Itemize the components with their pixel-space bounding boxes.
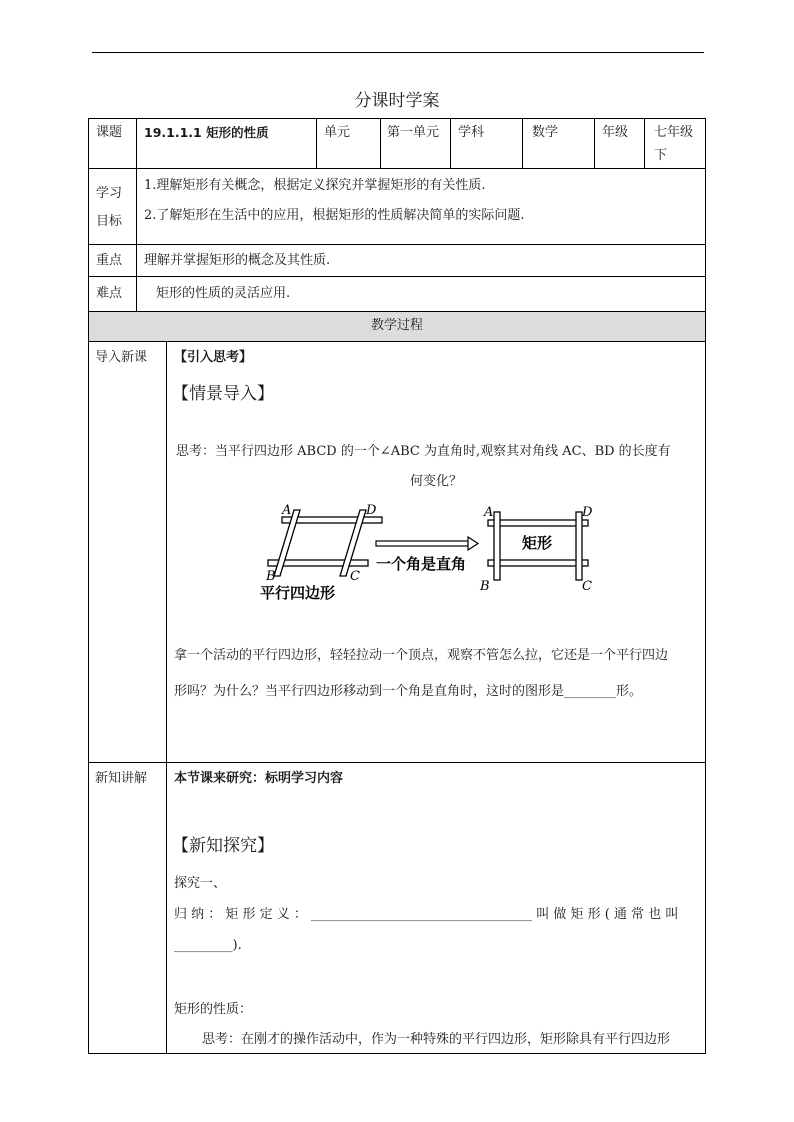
grade-value-line2: 下 [654,148,668,163]
vertex-b-right: B [480,579,490,594]
arrow-caption: 一个角是直角 [376,555,467,573]
lesson-table [88,118,706,1054]
label-subject: 学科 [458,125,485,140]
difficulty-label: 难点 [96,286,123,301]
goal-item-2: 2.了解矩形在生活中的应用，根据矩形的性质解决简单的实际问题. [144,208,525,223]
label-unit: 单元 [324,125,351,140]
left-caption: 平行四边形 [260,584,336,602]
grade-value-line1: 七年级 [654,125,694,140]
new-subheading: 【新知探究】 [172,836,274,856]
process-header: 教学过程 [370,318,423,333]
right-caption: 矩形 [522,534,553,552]
vertex-a-right: A [484,505,494,520]
difficulty-text: 矩形的性质的灵活应用. [156,286,291,301]
topic-value: 19.1.1.1 矩形的性质 [144,125,269,140]
key-point-label: 重点 [96,253,123,268]
new-heading: 本节课来研究：标明学习内容 [174,771,344,786]
page-title: 分课时学案 [354,91,440,111]
intro-label: 导入新课 [95,350,148,365]
label-topic: 课题 [96,125,123,140]
vertex-d-left: D [366,503,377,518]
parallelogram-figure [260,500,608,602]
label-grade: 年级 [602,125,629,140]
vertex-c-left: C [350,569,360,584]
explore-label: 探究一、 [174,876,227,891]
header-rule [92,52,704,53]
intro-think-line2: 何变化？ [409,474,462,489]
vertex-b-left: B [266,569,276,584]
key-point-text: 理解并掌握矩形的概念及其性质. [144,253,331,268]
vertex-c-right: C [582,579,592,594]
goals-label-1: 学习 [96,186,123,201]
unit-value: 第一单元 [387,125,440,140]
intro-subheading: 【情景导入】 [172,384,274,404]
new-label: 新知讲解 [95,771,148,786]
vertex-a-left: A [282,503,292,518]
definition-line2: _________). [174,938,242,953]
goal-item-1: 1.理解矩形有关概念，根据定义探究并掌握矩形的有关性质. [144,178,486,193]
arrow-shape [376,537,478,550]
goals-label-2: 目标 [96,214,123,229]
intro-para-line1: 拿一个活动的平行四边形，轻轻拉动一个顶点，观察不管怎么拉，它还是一个平行四边 [174,648,669,663]
vertex-d-right: D [582,505,593,520]
definition-line1: 归 纳 ： 矩 形 定 义 ： __________________________________ 叫 做 矩 形 ( 通 常 也 叫 [174,907,679,922]
properties-label: 矩形的性质： [174,1002,253,1017]
intro-think-line1: 思考：当平行四边形 ABCD 的一个∠ABC 为直角时,观察其对角线 AC、BD 的长度有 [176,444,671,459]
intro-para-line2: 形吗？为什么？当平行四边形移动到一个角是直角时，这时的图形是________形。 [174,684,643,699]
properties-think: 思考：在刚才的操作活动中，作为一种特殊的平行四边形，矩形除具有平行四边形 [202,1032,671,1047]
intro-heading: 【引入思考】 [174,350,253,365]
subject-value: 数学 [532,125,559,140]
